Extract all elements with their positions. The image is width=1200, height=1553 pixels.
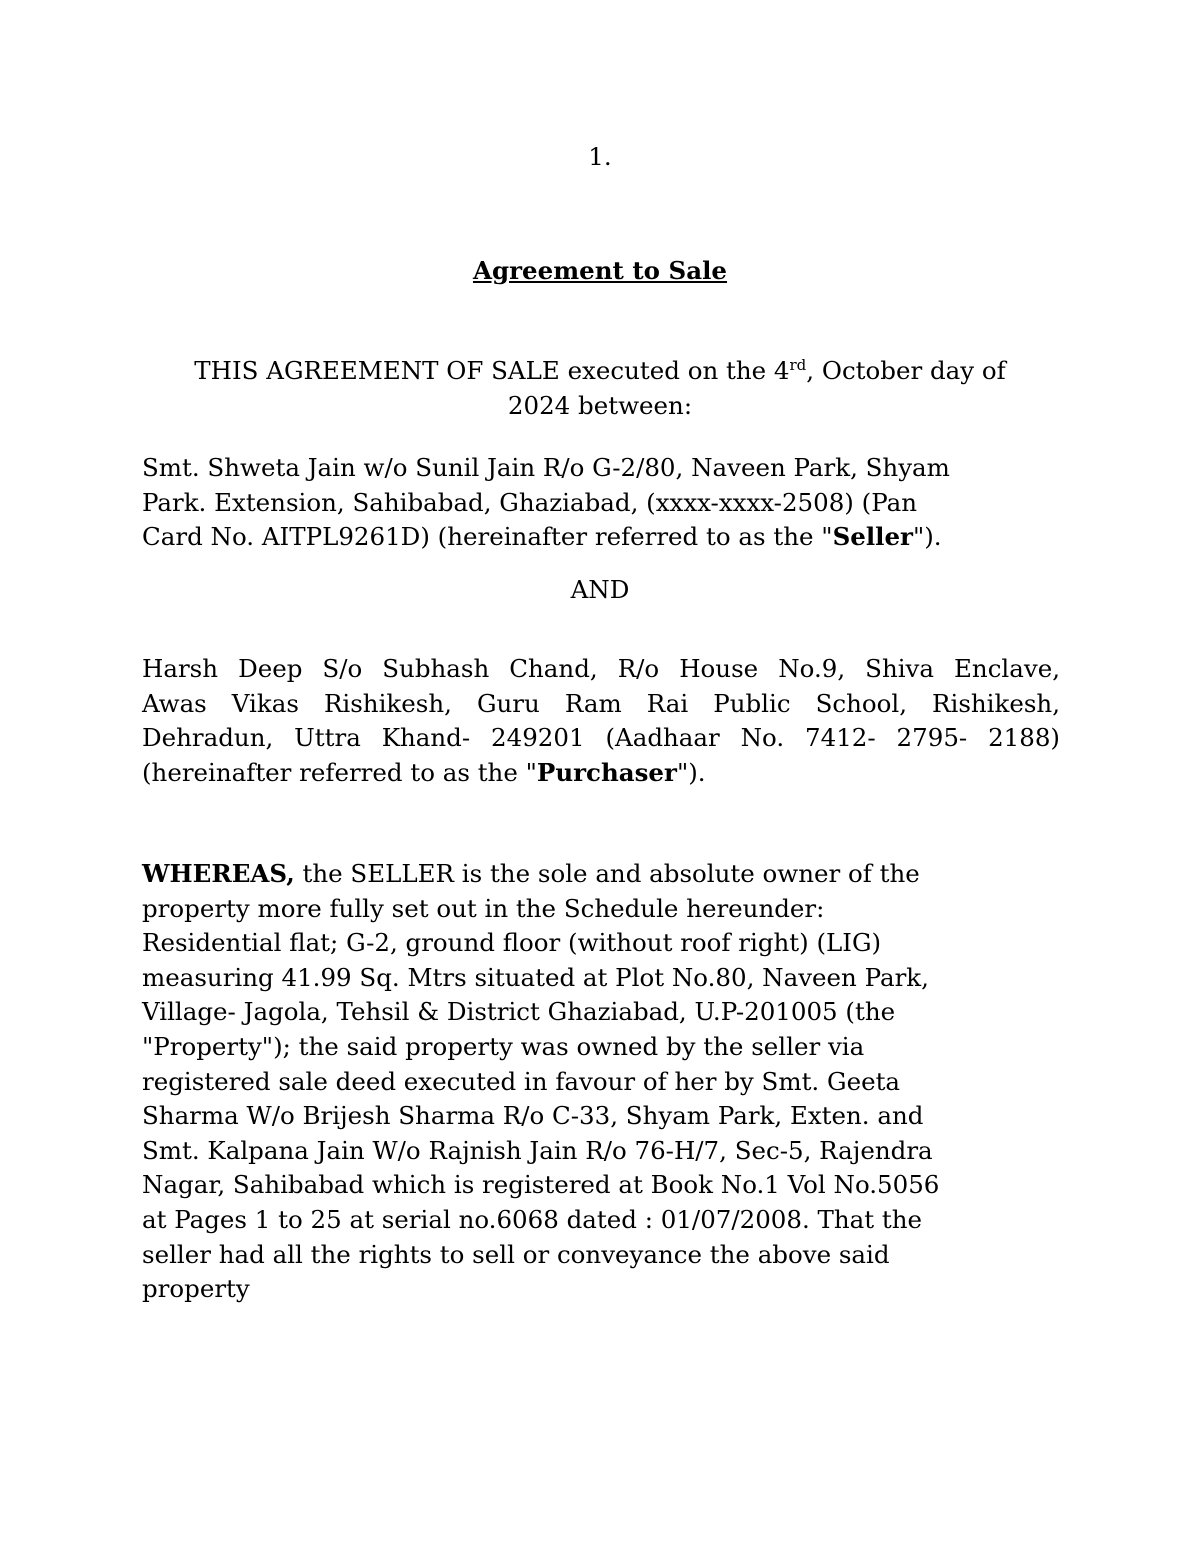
whereas-line: Village- Jagola, Tehsil & District Ghaziabad, U.P-201005 (the — [142, 997, 896, 1027]
whereas-line: Residential flat; G-2, ground floor (without roof right) (LIG) — [142, 928, 882, 958]
purchaser-line-4-close: "). — [676, 757, 706, 787]
seller-line-3 — [142, 520, 1060, 555]
preamble-text-part1: THIS AGREEMENT OF SALE executed on the 4 — [194, 356, 790, 385]
whereas-lead: WHEREAS, — [142, 859, 295, 888]
seller-line-3-text: Card No. AITPL9261D) (hereinafter referred to as the " — [142, 522, 833, 552]
whereas-line: "Property"); the said property was owned by the seller via — [142, 1031, 865, 1061]
whereas-line: property — [142, 1274, 250, 1304]
seller-role-label: Seller — [832, 522, 913, 552]
purchaser-line-3: Dehradun, Uttra Khand- 249201 (Aadhaar No. 7412- 2795- 2188) — [142, 723, 1060, 753]
seller-line-2: Park. Extension, Sahibabad, Ghaziabad, (xxxx-xxxx-2508) (Pan — [142, 487, 917, 517]
whereas-line: at Pages 1 to 25 at serial no.6068 dated : 01/07/2008. That the — [142, 1204, 923, 1234]
whereas-line: measuring 41.99 Sq. Mtrs situated at Plot No.80, Naveen Park, — [142, 962, 929, 992]
whereas-line-1 — [142, 857, 1060, 892]
preamble-line-1 — [140, 354, 1060, 389]
preamble-text-part2: , October day of — [806, 356, 1006, 385]
document-title: Agreement to Sale — [472, 256, 728, 285]
whereas-line: property more fully set out in the Schedule hereunder: — [142, 893, 825, 923]
seller-party-paragraph — [142, 451, 1060, 555]
whereas-line: seller had all the rights to sell or conveyance the above said — [142, 1239, 890, 1269]
purchaser-line-2: Awas Vikas Rishikesh, Guru Ram Rai Public School, Rishikesh, — [142, 688, 1060, 718]
seller-line-1: Smt. Shweta Jain w/o Sunil Jain R/o G-2/80, Naveen Park, Shyam — [142, 453, 950, 482]
whereas-line-1-text: the SELLER is the sole and absolute owner of the — [294, 859, 920, 888]
preamble-line-2: 2024 between: — [507, 390, 693, 420]
page-number: 1. — [588, 142, 612, 171]
purchaser-line-1: Harsh Deep S/o Subhash Chand, R/o House No.9, Shiva Enclave, — [142, 654, 1060, 683]
whereas-line: Sharma W/o Brijesh Sharma R/o C-33, Shyam Park, Exten. and — [142, 1101, 924, 1131]
seller-line-3-close: "). — [912, 522, 942, 552]
purchaser-line-4 — [142, 756, 1060, 791]
purchaser-line-4-text: (hereinafter referred to as the " — [142, 757, 537, 787]
preamble-paragraph — [140, 354, 1060, 423]
whereas-clause — [142, 857, 1060, 1307]
preamble-date-superscript: rd — [789, 355, 807, 374]
purchaser-party-paragraph — [142, 652, 1060, 790]
whereas-line: Nagar, Sahibabad which is registered at Book No.1 Vol No.5056 — [142, 1170, 940, 1200]
conjunction-and: AND — [570, 575, 630, 604]
whereas-line: Smt. Kalpana Jain W/o Rajnish Jain R/o 76-H/7, Sec-5, Rajendra — [142, 1135, 933, 1165]
whereas-line: registered sale deed executed in favour of her by Smt. Geeta — [142, 1066, 901, 1096]
purchaser-role-label: Purchaser — [536, 757, 677, 787]
